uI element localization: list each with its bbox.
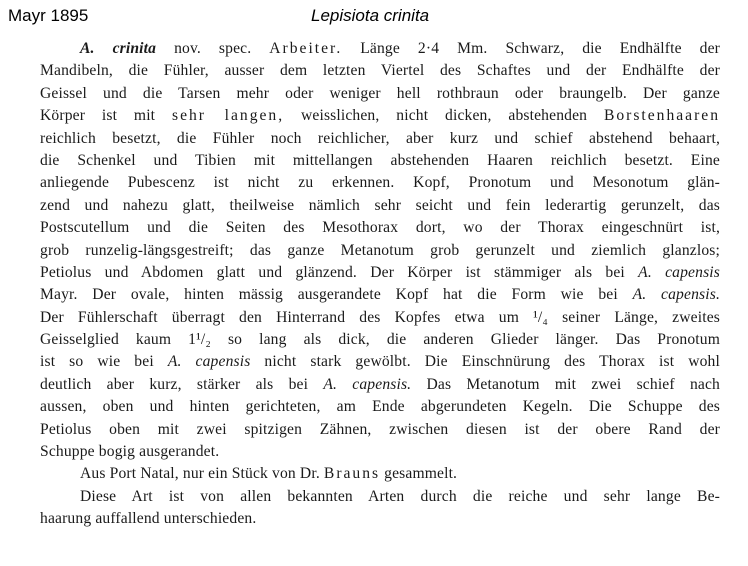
text-segment: aussen, oben und hinten gerichteten, am Ende abgerundeten Kegeln. Die Schuppe des <box>40 398 720 416</box>
text-segment: weisslichen, nicht dicken, abstehenden <box>284 107 604 125</box>
text-segment: deutlich aber kurz, stärker als bei <box>40 375 324 393</box>
spaced-emphasis-text: sehr langen, <box>172 107 285 125</box>
text-line <box>40 217 720 239</box>
text-line <box>40 508 720 530</box>
text-line <box>40 262 720 284</box>
text-line <box>40 38 720 60</box>
header-author-year: Mayr 1895 <box>8 6 89 25</box>
species-name-italic: A. capensis <box>638 263 720 281</box>
text-line <box>40 240 720 262</box>
header-species-title: Lepisiota crinita <box>311 6 430 25</box>
text-line <box>40 441 720 463</box>
text-segment: Geisselglied kaum 1¹/₂ so lang als dick, die anderen Glieder länger. Das Pronotum <box>40 331 720 349</box>
text-segment: Körper ist mit <box>40 107 172 125</box>
spaced-emphasis-text: Arbeiter. <box>269 40 343 57</box>
text-line <box>40 329 720 351</box>
text-line <box>40 307 720 329</box>
text-segment: Mayr. Der ovale, hinten mässig ausgerandete Kopf hat die Form wie bei <box>40 286 633 304</box>
text-segment: anliegende Pubescenz ist nicht zu erkennen. Kopf, Pronotum und Mesonotum glän- <box>40 174 720 192</box>
text-segment: reichlich besetzt, die Fühler noch reichlicher, aber kurz und schief abstehend behaart, <box>40 129 720 147</box>
text-segment: Petiolus oben mit zwei spitzigen Zähnen, zwischen diesen ist der obere Rand der <box>40 420 720 438</box>
text-line <box>40 128 720 150</box>
text-segment: Geissel und die Tarsen mehr oder weniger hell rothbraun oder braungelb. Der ganze <box>40 84 720 102</box>
text-segment: Länge 2·4 Mm. Schwarz, die Endhälfte der <box>342 40 721 57</box>
text-line <box>40 195 720 217</box>
text-segment: ist so wie bei <box>40 353 168 371</box>
text-segment: Das Metanotum mit zwei schief nach <box>411 375 720 393</box>
text-segment: gesammelt. <box>380 465 458 483</box>
text-segment: Diese Art ist von allen bekannten Arten durch die reiche und sehr lange Be- <box>80 487 720 505</box>
text-segment: Mandibeln, die Fühler, ausser dem letzten Viertel des Schaftes und der Endhälfte der <box>40 62 720 80</box>
text-line <box>40 419 720 441</box>
text-line <box>40 172 720 194</box>
text-line <box>40 396 720 418</box>
text-line <box>40 463 720 485</box>
spaced-emphasis-text: Brauns <box>323 465 381 483</box>
text-line <box>40 284 720 306</box>
text-line <box>40 374 720 396</box>
text-line <box>40 351 720 373</box>
text-segment: nicht stark gewölbt. Die Einschnürung des Thorax ist wohl <box>250 353 720 371</box>
species-name-italic: A. capensis. <box>323 375 412 393</box>
text-line <box>40 105 720 127</box>
text-line <box>40 60 720 82</box>
text-line <box>40 486 720 508</box>
text-segment: grob runzelig-längsgestreift; das ganze Metanotum grob gerunzelt und ziemlich glanzlos; <box>40 241 720 259</box>
scanned-text-block <box>40 38 720 531</box>
species-name-italic: A. capensis. <box>632 286 720 304</box>
text-segment: Aus Port Natal, nur ein Stück von Dr. <box>80 465 324 483</box>
spaced-emphasis-text: Borstenhaaren <box>603 107 721 125</box>
text-segment: haarung auffallend unterschieden. <box>40 510 257 528</box>
text-segment: Der Fühlerschaft überragt den Hinterrand des Kopfes etwa um ¹/₄ seiner Länge, zweites <box>40 308 720 326</box>
text-segment: Postscutellum und die Seiten des Mesothorax dort, wo der Thorax eingeschnürt ist, <box>40 219 720 237</box>
text-segment: nov. spec. <box>156 40 270 57</box>
text-segment: die Schenkel und Tibien mit mittellangen abstehenden Haaren reichlich besetzt. Eine <box>40 151 720 169</box>
text-line <box>40 150 720 172</box>
species-heading: A. crinita <box>80 40 157 57</box>
text-segment: Schuppe bogig ausgerandet. <box>40 443 220 461</box>
text-segment: Petiolus und Abdomen glatt und glänzend. Der Körper ist stämmiger als bei <box>40 263 639 281</box>
text-line <box>40 83 720 105</box>
text-segment: zend und nahezu glatt, theilweise nämlich sehr seicht und fein lederartig gerunzelt, das <box>40 196 720 214</box>
species-name-italic: A. capensis <box>167 353 251 371</box>
